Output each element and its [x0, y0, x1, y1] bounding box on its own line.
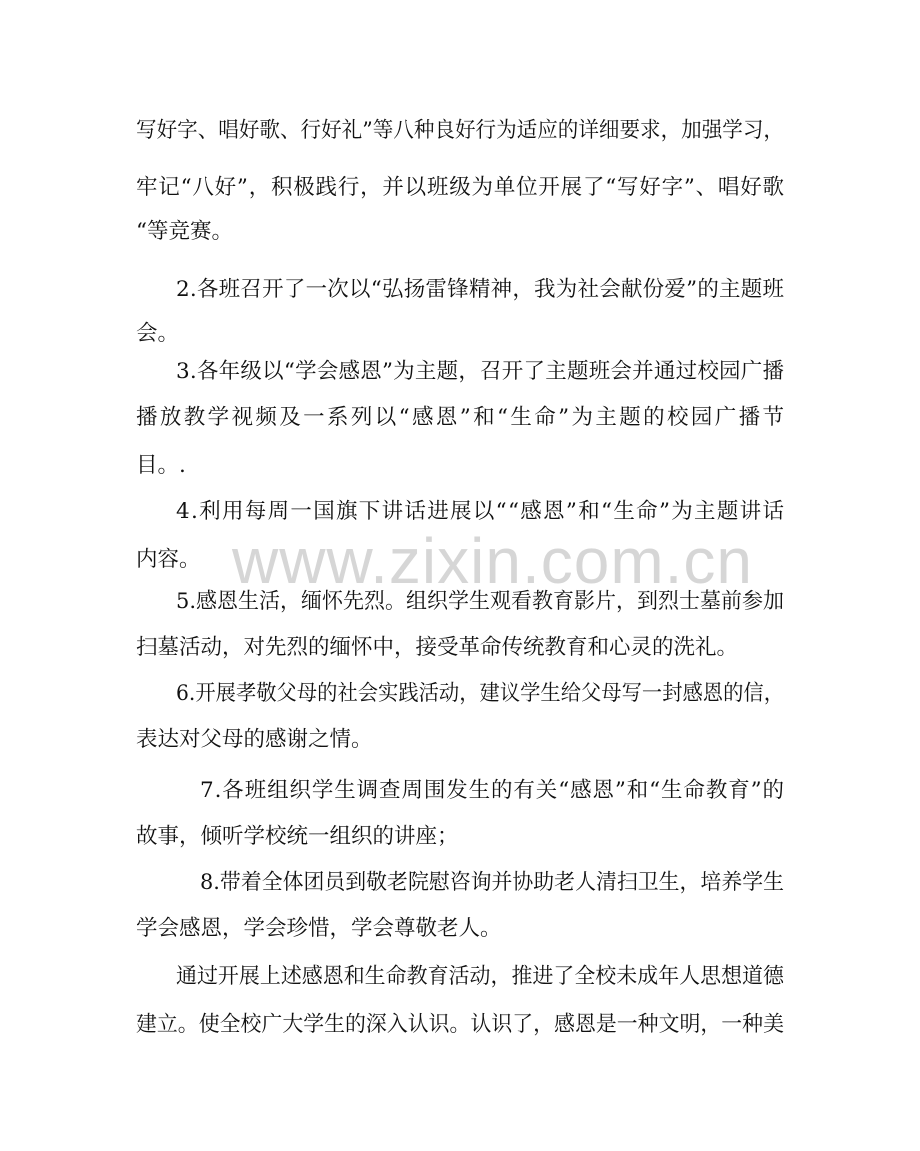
text-line-content: 6.开展孝敬父母的社会实践活动，建议学生给父母写一封感恩的信， [176, 681, 784, 706]
text-line-content: 会。 [136, 321, 180, 346]
text-line-content: 播放教学视频及一系列以“感恩”和“生命”为主题的校园广播节 [136, 405, 787, 430]
text-line-content: 2.各班召开了一次以“弘扬雷锋精神，我为社会献份爱”的主题班 [176, 277, 785, 302]
text-line-content: 3.各年级以“学会感恩”为主题，召开了主题班会并通过校园广播 [176, 359, 785, 384]
text-line-content: 目。. [136, 453, 186, 478]
text-line-content: 扫墓活动，对先烈的缅怀中，接受革命传统教育和心灵的洗礼。 [136, 635, 739, 660]
text-line-content: 表达对父母的感谢之情。 [136, 727, 373, 752]
text-line-content: 内容。 [136, 547, 201, 572]
text-line-content: 故事，倾听学校统一组织的讲座； [136, 824, 459, 849]
text-line-content: 5.感恩生活，缅怀先烈。组织学生观看教育影片，到烈士墓前参加 [176, 589, 784, 614]
text-line-content: 通过开展上述感恩和生命教育活动，推进了全校未成年人思想道德 [176, 964, 784, 989]
text-line-content: 学会感恩，学会珍惜，学会尊敬老人。 [136, 916, 502, 941]
watermark: www.zixin.com.cn [232, 525, 753, 597]
text-line-content: 8.带着全体团员到敬老院慰咨询并协助老人清扫卫生，培养学生 [200, 870, 784, 895]
text-line-content: 7.各班组织学生调查周围发生的有关“感恩”和“生命教育”的 [200, 778, 785, 803]
text-line-content: 牢记“八好”，积极践行，并以班级为单位开展了“写好字”、唱好歌 [136, 175, 785, 200]
text-line-content: “等竞赛。 [136, 219, 233, 244]
text-line-content: 建立。使全校广大学生的深入认识。认识了，感恩是一种文明，一种美 [136, 1012, 784, 1037]
text-line-content: 4.利用每周一国旗下讲话进展以““感恩”和“生命”为主题讲话 [176, 499, 786, 524]
text-line-content: 写好字、唱好歌、行好礼”等八种良好行为适应的详细要求，加强学习， [136, 118, 784, 143]
